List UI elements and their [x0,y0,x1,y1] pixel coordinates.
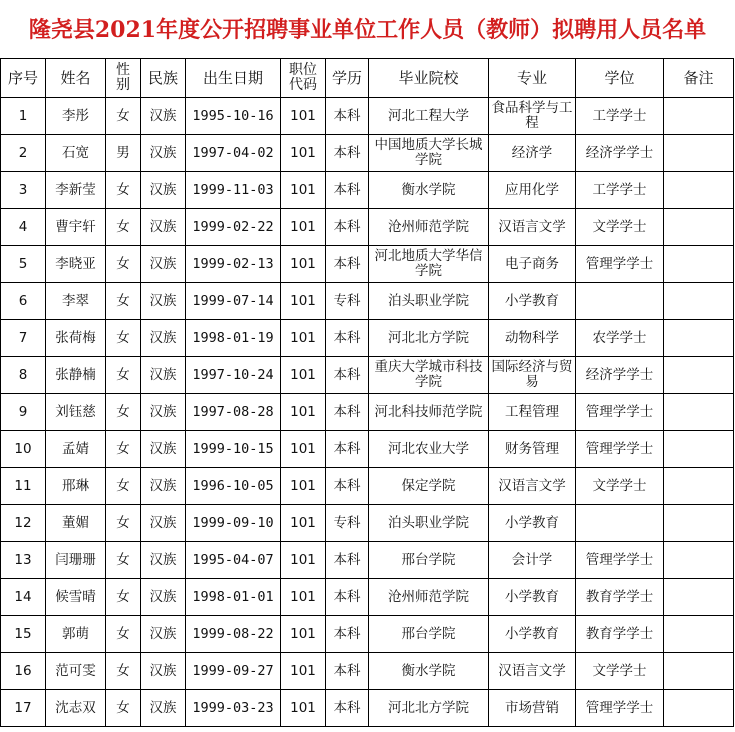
header-name: 姓名 [46,59,106,98]
cell-school: 衡水学院 [369,653,489,690]
header-birthdate: 出生日期 [186,59,281,98]
cell-position-code: 101 [281,320,326,357]
cell-index: 13 [1,542,46,579]
table-row [1,542,734,579]
cell-gender: 女 [106,98,141,135]
cell-name: 候雪晴 [46,579,106,616]
cell-degree: 管理学学士 [576,246,664,283]
cell-position-code: 101 [281,690,326,727]
cell-ethnicity: 汉族 [141,172,186,209]
cell-remarks [664,542,734,579]
cell-major: 国际经济与贸易 [489,357,576,394]
cell-position-code: 101 [281,542,326,579]
table-row [1,579,734,616]
header-school: 毕业院校 [369,59,489,98]
header-degree: 学位 [576,59,664,98]
table-row [1,246,734,283]
header-gender-line2: 别 [116,77,130,93]
cell-index: 5 [1,246,46,283]
cell-name: 张荷梅 [46,320,106,357]
cell-remarks [664,320,734,357]
cell-gender: 女 [106,505,141,542]
header-ethnicity: 民族 [141,59,186,98]
table-row [1,320,734,357]
cell-index: 12 [1,505,46,542]
cell-education: 本科 [326,468,369,505]
cell-major: 小学教育 [489,579,576,616]
cell-name: 孟婧 [46,431,106,468]
cell-name: 石宽 [46,135,106,172]
cell-ethnicity: 汉族 [141,468,186,505]
cell-birthdate: 1995-04-07 [186,542,281,579]
cell-education: 本科 [326,579,369,616]
cell-degree: 管理学学士 [576,394,664,431]
cell-degree: 文学学士 [576,209,664,246]
cell-name: 闫珊珊 [46,542,106,579]
cell-index: 2 [1,135,46,172]
table-row [1,357,734,394]
cell-education: 本科 [326,542,369,579]
cell-school: 沧州师范学院 [369,209,489,246]
cell-school: 河北北方学院 [369,320,489,357]
cell-major: 小学教育 [489,283,576,320]
header-gender [106,59,141,98]
cell-gender: 女 [106,616,141,653]
cell-ethnicity: 汉族 [141,320,186,357]
cell-name: 李新莹 [46,172,106,209]
cell-ethnicity: 汉族 [141,505,186,542]
cell-degree: 经济学学士 [576,357,664,394]
cell-education: 本科 [326,246,369,283]
cell-remarks [664,579,734,616]
header-position-code-line2: 代码 [289,77,317,93]
cell-index: 1 [1,98,46,135]
cell-name: 李晓亚 [46,246,106,283]
cell-school: 河北工程大学 [369,98,489,135]
cell-school: 泊头职业学院 [369,283,489,320]
cell-remarks [664,431,734,468]
cell-major: 动物科学 [489,320,576,357]
cell-remarks [664,616,734,653]
cell-gender: 女 [106,394,141,431]
cell-major: 会计学 [489,542,576,579]
header-position-code [281,59,326,98]
cell-ethnicity: 汉族 [141,579,186,616]
cell-name: 曹宇轩 [46,209,106,246]
cell-major: 工程管理 [489,394,576,431]
cell-index: 15 [1,616,46,653]
cell-ethnicity: 汉族 [141,98,186,135]
cell-education: 本科 [326,135,369,172]
header-major: 专业 [489,59,576,98]
cell-position-code: 101 [281,394,326,431]
table-row [1,209,734,246]
cell-remarks [664,172,734,209]
header-gender-line1: 性 [116,62,130,78]
cell-ethnicity: 汉族 [141,431,186,468]
cell-ethnicity: 汉族 [141,135,186,172]
cell-gender: 女 [106,431,141,468]
cell-degree [576,505,664,542]
cell-remarks [664,690,734,727]
cell-remarks [664,135,734,172]
cell-gender: 女 [106,579,141,616]
cell-gender: 女 [106,468,141,505]
cell-gender: 女 [106,172,141,209]
cell-index: 11 [1,468,46,505]
cell-remarks [664,246,734,283]
roster-body [1,98,734,727]
cell-index: 14 [1,579,46,616]
cell-gender: 女 [106,357,141,394]
cell-gender: 女 [106,690,141,727]
cell-position-code: 101 [281,653,326,690]
cell-ethnicity: 汉族 [141,209,186,246]
cell-major: 汉语言文学 [489,468,576,505]
cell-name: 刘钰慈 [46,394,106,431]
cell-degree [576,283,664,320]
cell-education: 本科 [326,357,369,394]
cell-major: 市场营销 [489,690,576,727]
cell-school: 河北北方学院 [369,690,489,727]
cell-index: 6 [1,283,46,320]
cell-remarks [664,209,734,246]
header-position-code-line1: 职位 [289,62,317,78]
cell-education: 本科 [326,320,369,357]
cell-name: 郭萌 [46,616,106,653]
cell-major: 汉语言文学 [489,653,576,690]
cell-remarks [664,468,734,505]
cell-degree: 管理学学士 [576,542,664,579]
cell-name: 沈志双 [46,690,106,727]
cell-position-code: 101 [281,98,326,135]
cell-school: 保定学院 [369,468,489,505]
header-remarks: 备注 [664,59,734,98]
cell-school: 邢台学院 [369,542,489,579]
cell-gender: 女 [106,653,141,690]
cell-index: 16 [1,653,46,690]
cell-remarks [664,394,734,431]
cell-position-code: 101 [281,357,326,394]
cell-remarks [664,505,734,542]
cell-major: 食品科学与工程 [489,98,576,135]
cell-ethnicity: 汉族 [141,394,186,431]
cell-remarks [664,98,734,135]
header-row [1,59,734,98]
cell-degree: 经济学学士 [576,135,664,172]
table-row [1,616,734,653]
cell-school: 中国地质大学长城学院 [369,135,489,172]
cell-school: 沧州师范学院 [369,579,489,616]
cell-birthdate: 1999-07-14 [186,283,281,320]
cell-index: 7 [1,320,46,357]
cell-birthdate: 1999-09-10 [186,505,281,542]
cell-birthdate: 1999-09-27 [186,653,281,690]
cell-name: 董媚 [46,505,106,542]
cell-position-code: 101 [281,135,326,172]
header-education: 学历 [326,59,369,98]
cell-major: 小学教育 [489,616,576,653]
cell-remarks [664,357,734,394]
cell-position-code: 101 [281,246,326,283]
cell-education: 本科 [326,394,369,431]
cell-major: 经济学 [489,135,576,172]
cell-education: 本科 [326,209,369,246]
cell-position-code: 101 [281,283,326,320]
cell-ethnicity: 汉族 [141,690,186,727]
cell-birthdate: 1998-01-01 [186,579,281,616]
cell-position-code: 101 [281,505,326,542]
cell-birthdate: 1997-10-24 [186,357,281,394]
cell-gender: 女 [106,542,141,579]
table-row [1,653,734,690]
roster-table [0,58,734,727]
cell-birthdate: 1999-03-23 [186,690,281,727]
table-row [1,172,734,209]
cell-degree: 管理学学士 [576,690,664,727]
cell-major: 电子商务 [489,246,576,283]
cell-birthdate: 1999-10-15 [186,431,281,468]
cell-major: 财务管理 [489,431,576,468]
cell-education: 本科 [326,616,369,653]
cell-degree: 文学学士 [576,653,664,690]
cell-school: 邢台学院 [369,616,489,653]
cell-school: 泊头职业学院 [369,505,489,542]
cell-school: 衡水学院 [369,172,489,209]
cell-birthdate: 1996-10-05 [186,468,281,505]
cell-index: 4 [1,209,46,246]
cell-name: 范可雯 [46,653,106,690]
cell-position-code: 101 [281,172,326,209]
cell-remarks [664,283,734,320]
table-row [1,98,734,135]
cell-index: 3 [1,172,46,209]
cell-birthdate: 1997-04-02 [186,135,281,172]
cell-gender: 女 [106,283,141,320]
cell-major: 应用化学 [489,172,576,209]
cell-ethnicity: 汉族 [141,357,186,394]
cell-degree: 管理学学士 [576,431,664,468]
cell-index: 10 [1,431,46,468]
cell-education: 本科 [326,690,369,727]
cell-education: 本科 [326,98,369,135]
cell-index: 9 [1,394,46,431]
header-index: 序号 [1,59,46,98]
cell-index: 8 [1,357,46,394]
cell-birthdate: 1999-11-03 [186,172,281,209]
cell-school: 河北农业大学 [369,431,489,468]
cell-name: 李翠 [46,283,106,320]
table-row [1,283,734,320]
cell-degree: 教育学学士 [576,616,664,653]
cell-position-code: 101 [281,431,326,468]
cell-education: 专科 [326,283,369,320]
cell-gender: 女 [106,246,141,283]
cell-major: 小学教育 [489,505,576,542]
table-row [1,394,734,431]
cell-name: 李彤 [46,98,106,135]
cell-gender: 男 [106,135,141,172]
cell-position-code: 101 [281,209,326,246]
cell-degree: 教育学学士 [576,579,664,616]
cell-name: 邢琳 [46,468,106,505]
table-row [1,505,734,542]
document-title: 隆尧县2021年度公开招聘事业单位工作人员（教师）拟聘用人员名单 [28,16,707,43]
cell-name: 张静楠 [46,357,106,394]
cell-birthdate: 1995-10-16 [186,98,281,135]
cell-school: 河北科技师范学院 [369,394,489,431]
cell-remarks [664,653,734,690]
cell-education: 本科 [326,653,369,690]
cell-ethnicity: 汉族 [141,283,186,320]
cell-school: 重庆大学城市科技学院 [369,357,489,394]
cell-degree: 农学学士 [576,320,664,357]
table-row [1,690,734,727]
cell-position-code: 101 [281,468,326,505]
table-row [1,468,734,505]
cell-education: 专科 [326,505,369,542]
cell-birthdate: 1999-02-13 [186,246,281,283]
cell-degree: 工学学士 [576,172,664,209]
cell-ethnicity: 汉族 [141,653,186,690]
cell-ethnicity: 汉族 [141,616,186,653]
table-row [1,431,734,468]
cell-birthdate: 1997-08-28 [186,394,281,431]
cell-ethnicity: 汉族 [141,246,186,283]
cell-birthdate: 1999-02-22 [186,209,281,246]
cell-school: 河北地质大学华信学院 [369,246,489,283]
cell-major: 汉语言文学 [489,209,576,246]
cell-education: 本科 [326,172,369,209]
cell-degree: 工学学士 [576,98,664,135]
cell-birthdate: 1998-01-19 [186,320,281,357]
cell-education: 本科 [326,431,369,468]
cell-ethnicity: 汉族 [141,542,186,579]
cell-birthdate: 1999-08-22 [186,616,281,653]
cell-gender: 女 [106,209,141,246]
cell-gender: 女 [106,320,141,357]
cell-index: 17 [1,690,46,727]
cell-position-code: 101 [281,579,326,616]
table-row [1,135,734,172]
cell-position-code: 101 [281,616,326,653]
cell-degree: 文学学士 [576,468,664,505]
